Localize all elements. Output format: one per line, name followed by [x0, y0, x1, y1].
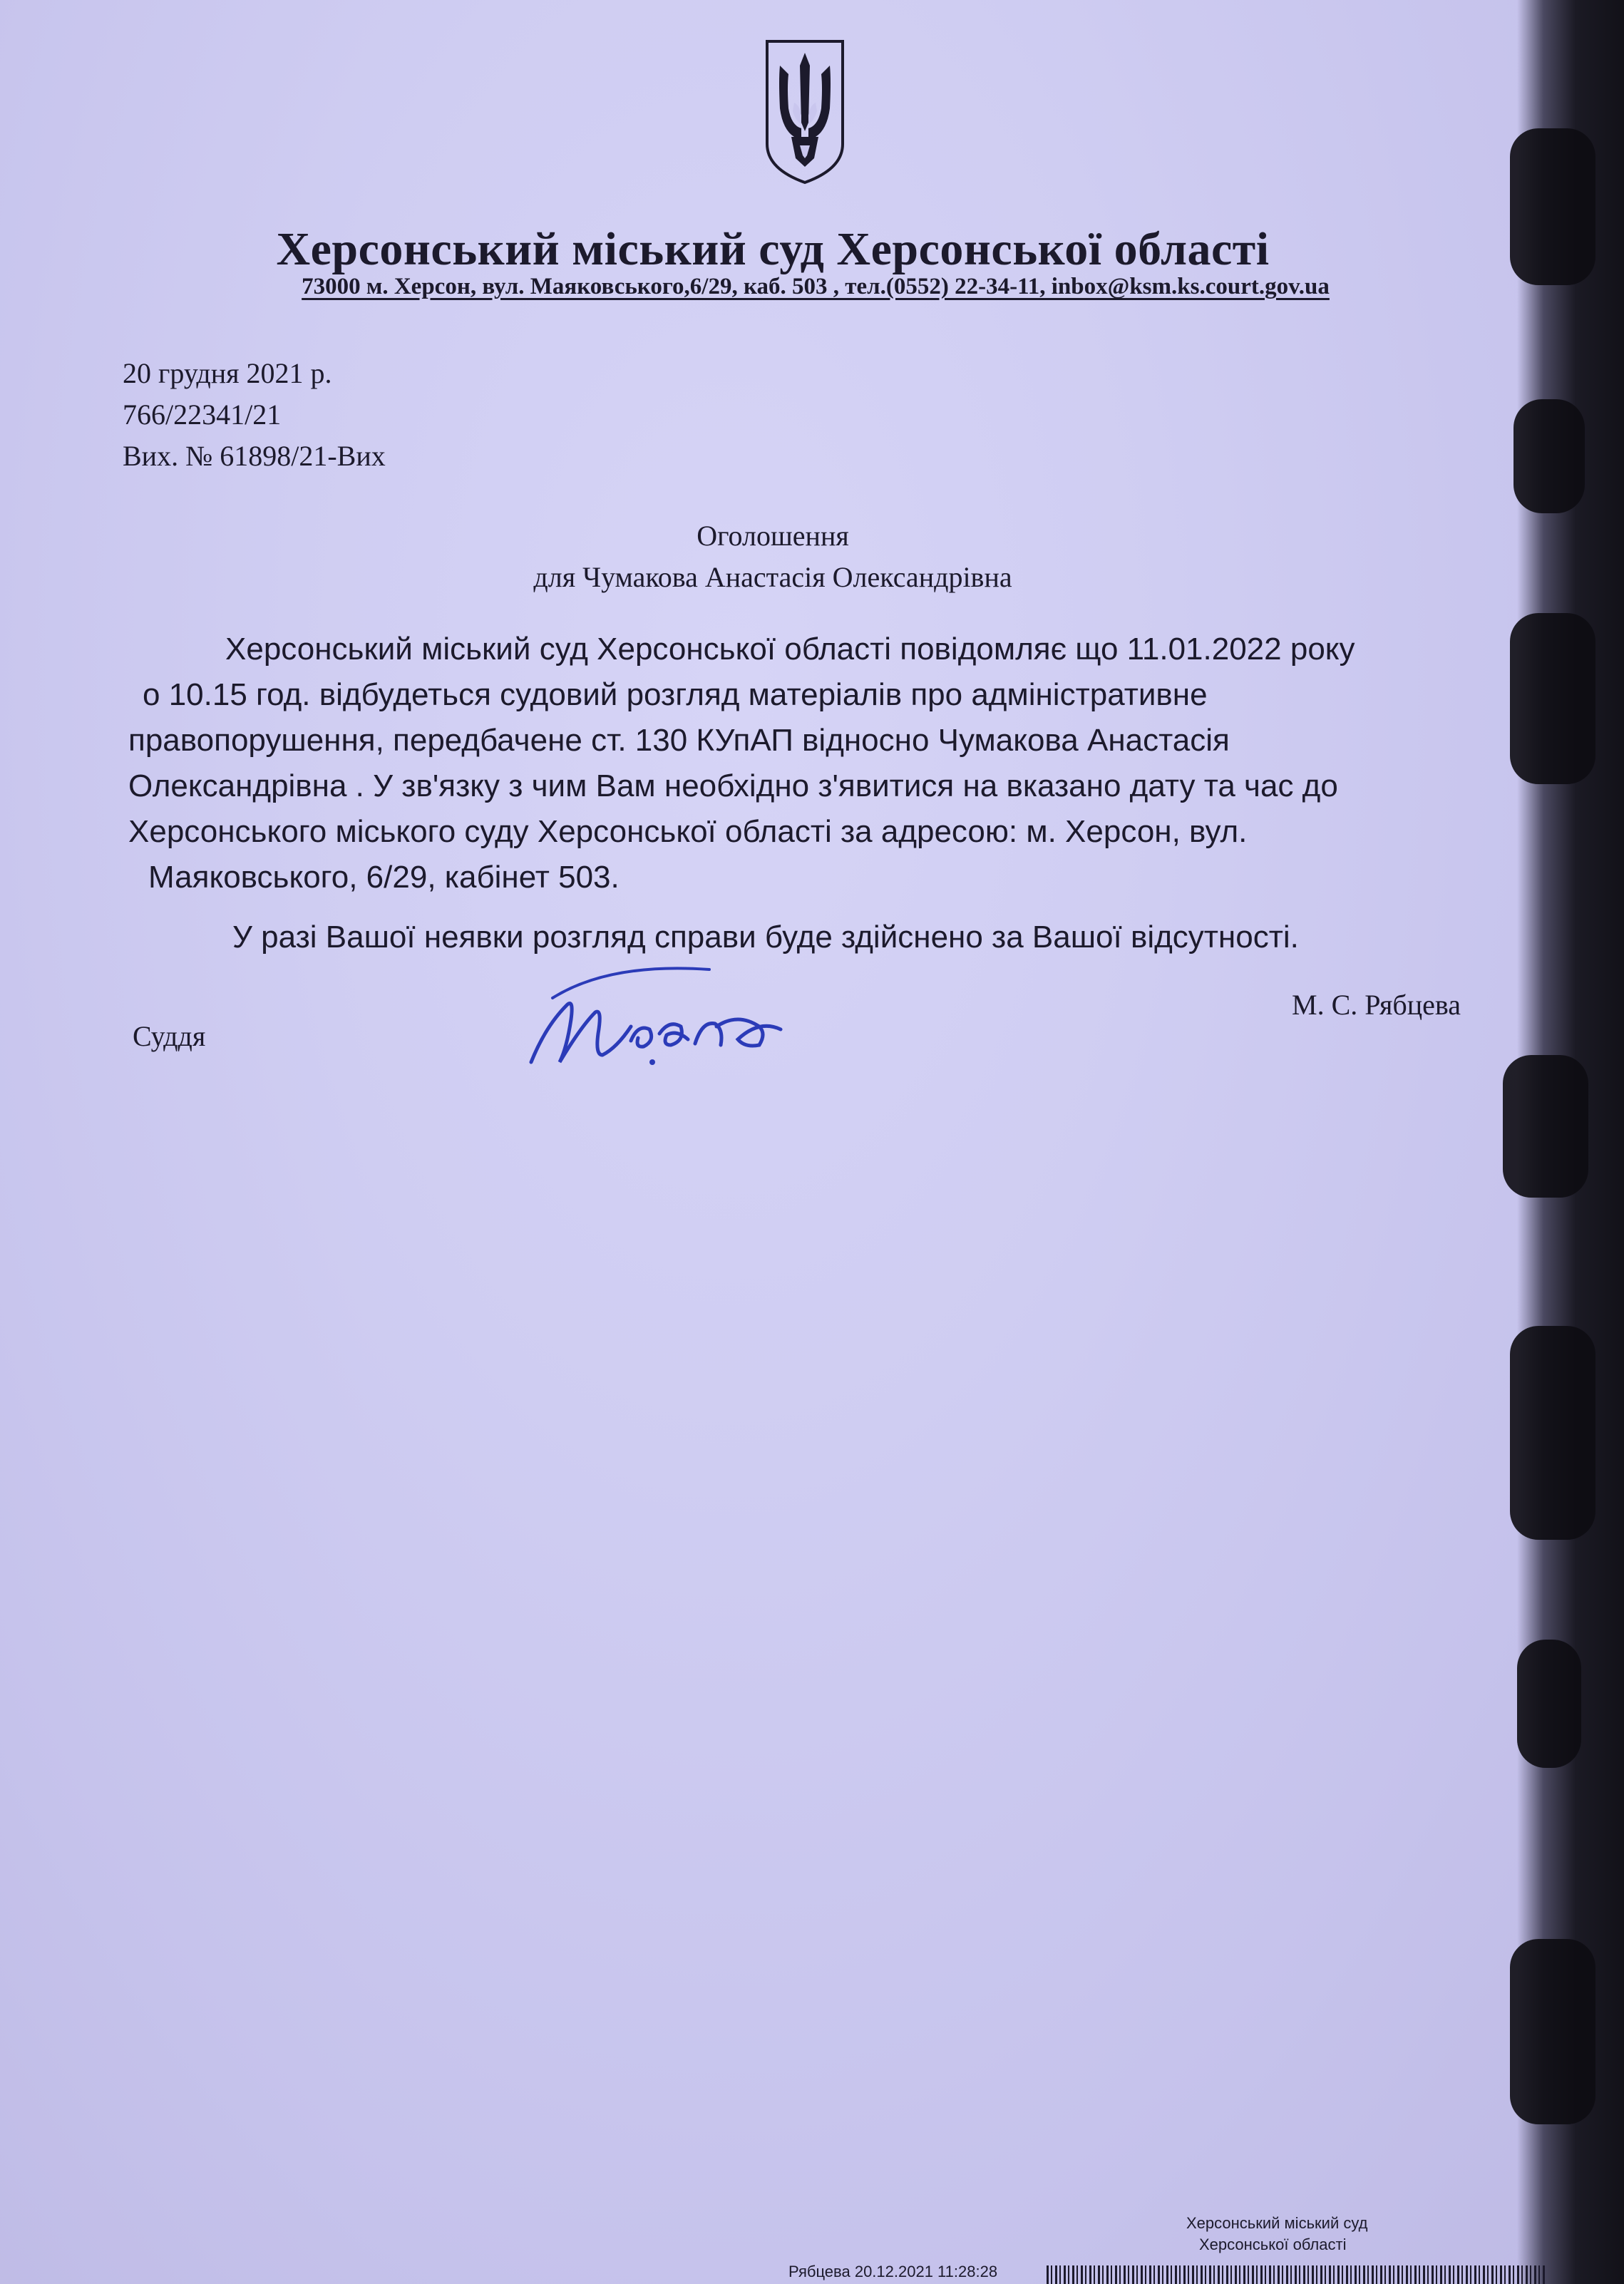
scan-streak: [1513, 399, 1585, 513]
case-number: 766/22341/21: [123, 398, 282, 431]
notice-title: Оголошення: [697, 520, 849, 552]
body-line: Херсонський міський суд Херсонської області повідомляє що 11.01.2022 року: [225, 632, 1355, 667]
handwritten-signature: [524, 955, 788, 1084]
stamp-court-line: Херсонський міський суд: [1186, 2214, 1368, 2232]
scan-streak: [1510, 1939, 1595, 2124]
body-line: Херсонського міського суду Херсонської області за адресою: м. Херсон, вул.: [128, 814, 1248, 849]
document-date: 20 грудня 2021 р.: [123, 357, 332, 389]
body-line: правопорушення, передбачене ст. 130 КУпАП відносно Чумакова Анастасія: [128, 723, 1230, 758]
closing-line: У разі Вашої неявки розгляд справи буде здійснено за Вашої відсутності.: [232, 920, 1299, 955]
stamp-registration: Рябцева 20.12.2021 11:28:28: [788, 2263, 998, 2280]
stamp-region-line: Херсонської області: [1199, 2236, 1347, 2253]
scan-streak: [1517, 1640, 1581, 1768]
court-name-heading: Херсонський міський суд Херсонської області: [276, 223, 1270, 275]
body-line: Олександрівна . У зв'язку з чим Вам необхідно з'явитися на вказано дату та час до: [128, 768, 1338, 803]
body-line: о 10.15 год. відбудеться судовий розгляд матеріалів про адміністративне: [143, 677, 1208, 712]
trident-emblem-icon: [763, 37, 847, 187]
judge-name: М. С. Рябцева: [1292, 989, 1461, 1021]
signature-role: Суддя: [133, 1020, 206, 1052]
outgoing-number: Вих. № 61898/21-Вих: [123, 440, 386, 472]
scan-streak: [1510, 613, 1595, 784]
body-line: Маяковського, 6/29, кабінет 503.: [148, 860, 620, 895]
scan-streak: [1510, 1326, 1595, 1540]
barcode: [1047, 2265, 1546, 2284]
notice-addressee: для Чумакова Анастасія Олександрівна: [533, 561, 1012, 593]
court-address: 73000 м. Херсон, вул. Маяковського,6/29, каб. 503 , тел.(0552) 22-34-11, inbox@ksm.ks.court.gov.ua: [302, 274, 1330, 299]
scan-streak: [1503, 1055, 1588, 1198]
